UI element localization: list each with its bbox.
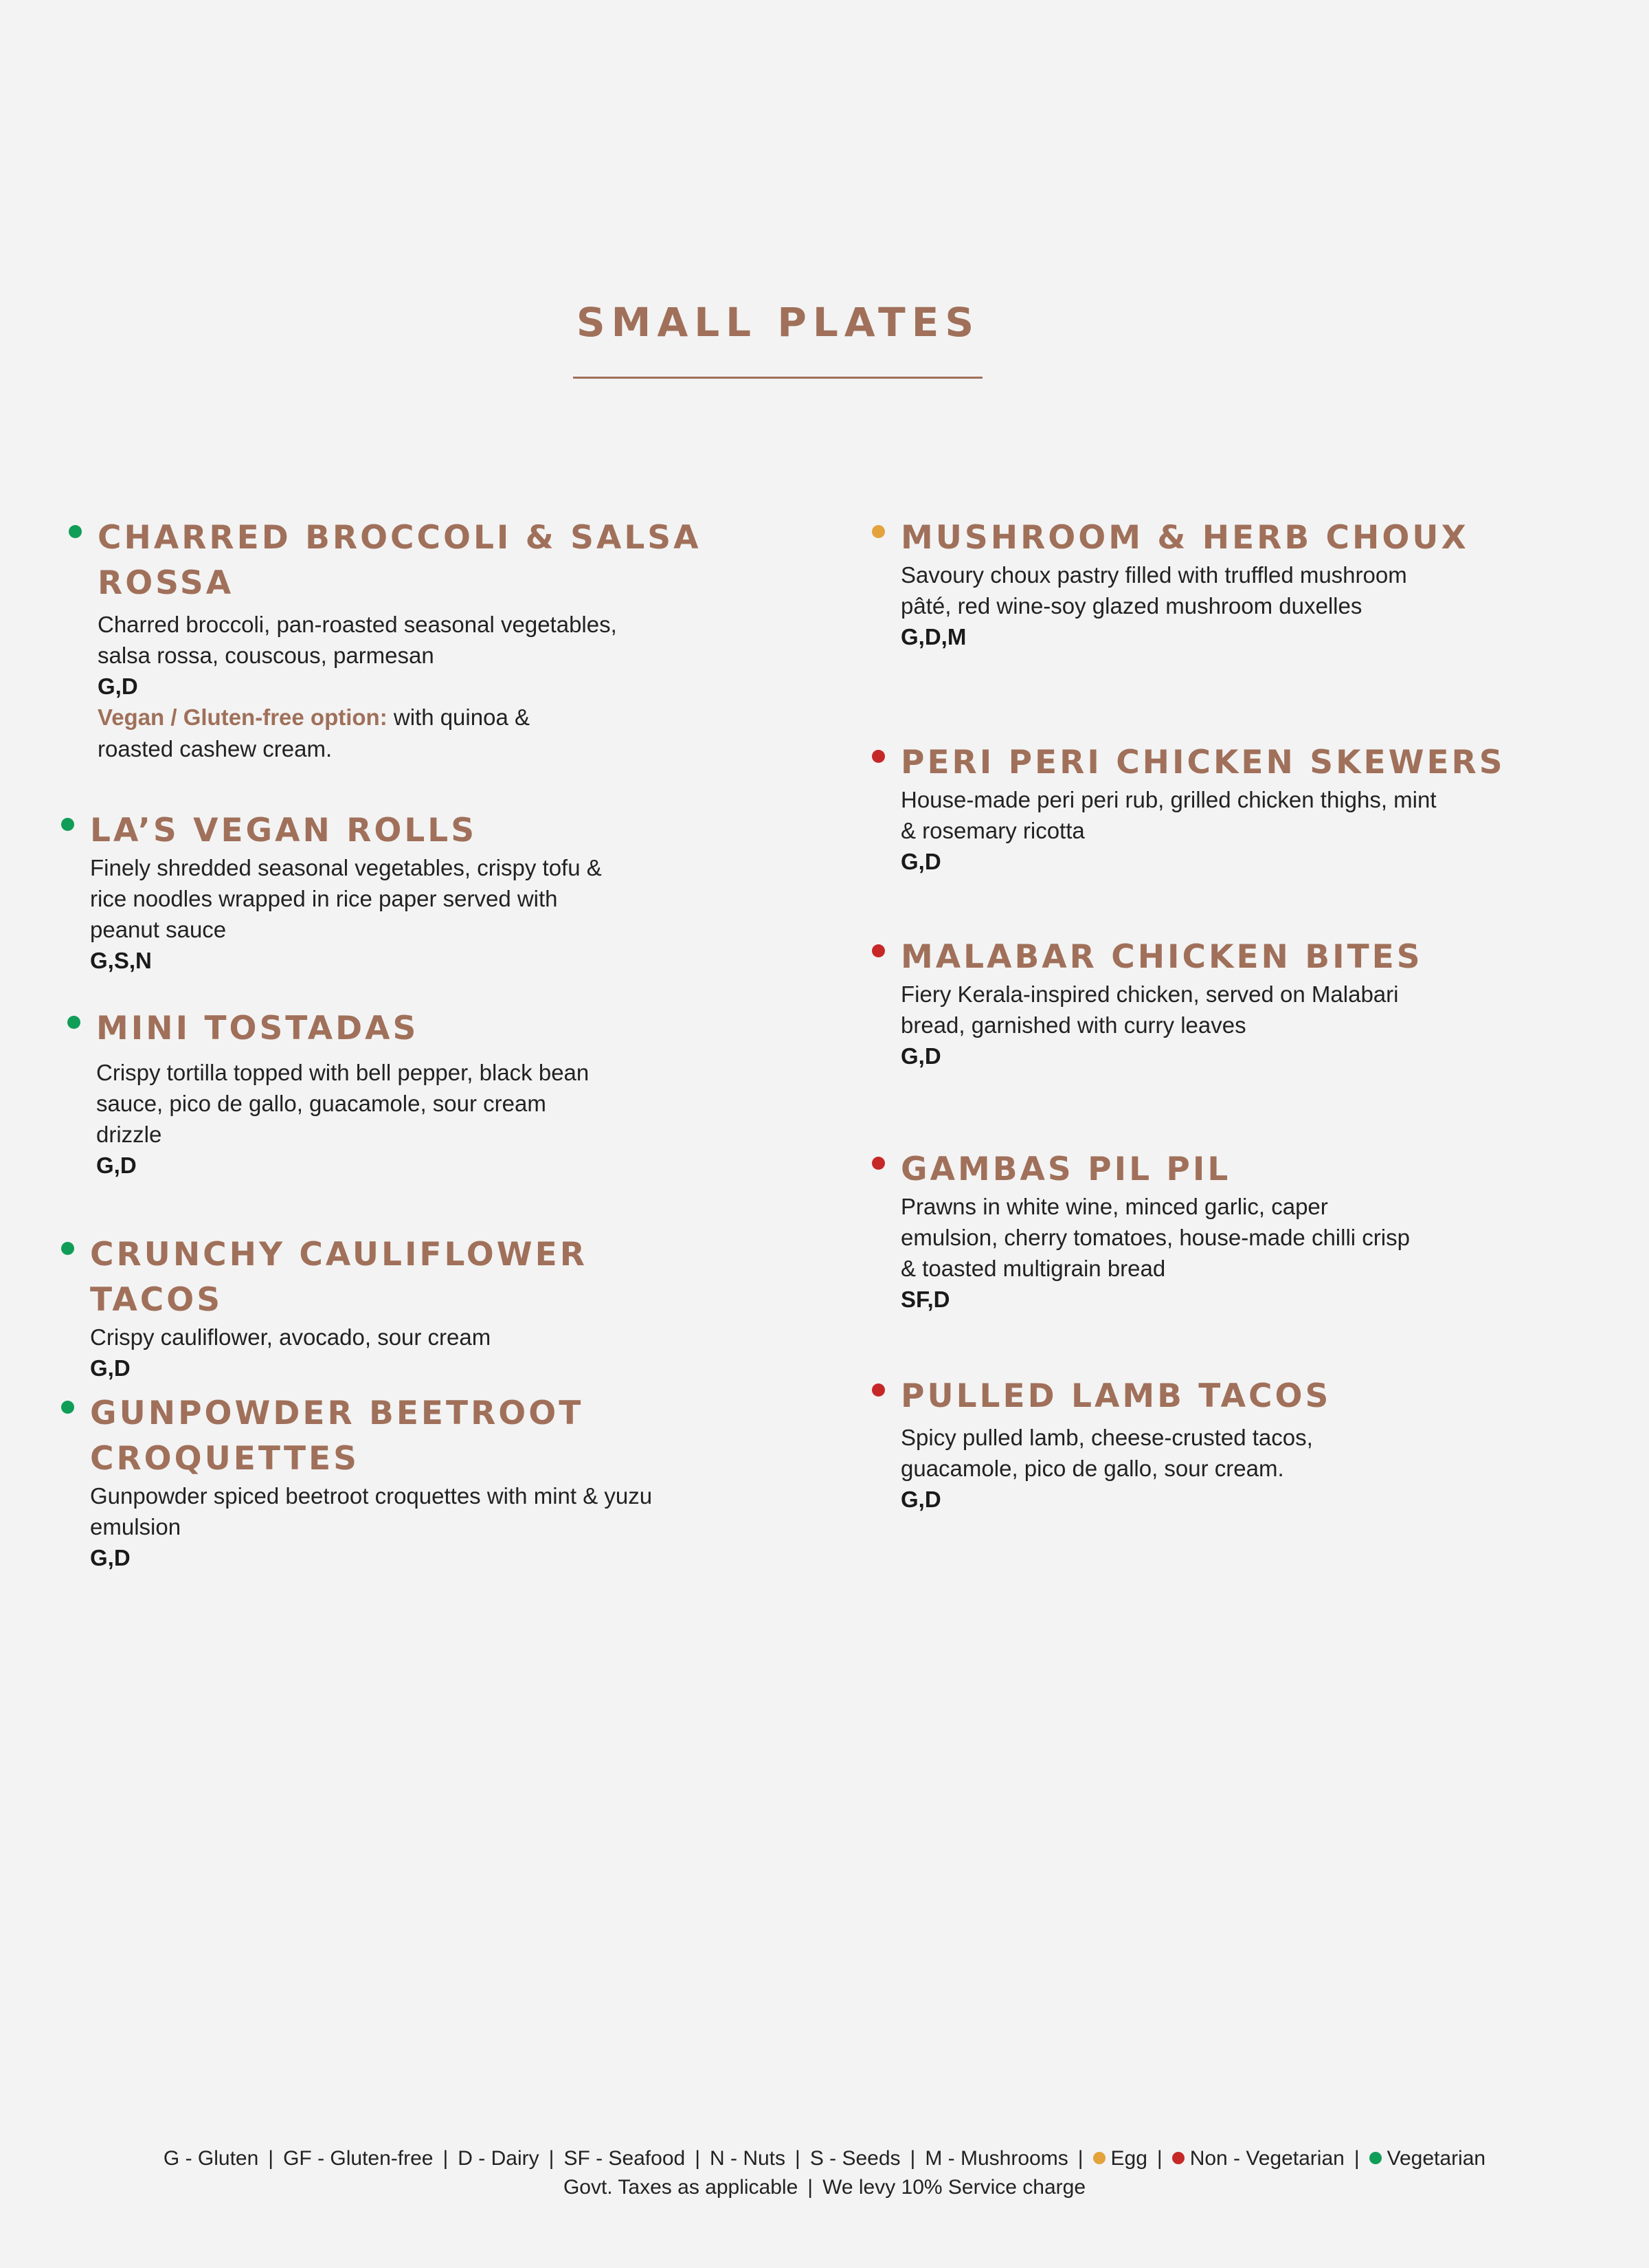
menu-item-pulled-lamb-tacos xyxy=(901,1374,1505,1515)
dish-description: Spicy pulled lamb, cheese-crusted tacos, guacamole, pico de gallo, sour cream. xyxy=(901,1425,1313,1481)
menu-item-malabar-chicken xyxy=(901,935,1505,1071)
allergen-tags: G,D xyxy=(901,1487,941,1512)
legend-seafood: SF - Seafood xyxy=(563,2147,686,2170)
allergen-tags: G,D,M xyxy=(901,624,967,649)
legend-separator: | xyxy=(1077,2147,1084,2170)
legend-non-veg: Non - Vegetarian xyxy=(1189,2147,1345,2170)
legend-nuts: N - Nuts xyxy=(710,2147,786,2170)
dish-description: Crispy cauliflower, avocado, sour cream xyxy=(90,1324,491,1350)
dish-description: Prawns in white wine, minced garlic, caper emulsion, cherry tomatoes, house-made chilli crisp & toasted multigrain bread xyxy=(901,1194,1410,1281)
non-vegetarian-dot-icon xyxy=(1172,2152,1185,2164)
footer xyxy=(0,2144,1649,2202)
option-label: Vegan / Gluten-free option: xyxy=(98,704,388,730)
vegetarian-dot-icon xyxy=(67,1016,80,1029)
dish-name: MUSHROOM & HERB CHOUX xyxy=(901,519,1469,557)
dish-name: CHARRED BROCCOLI & SALSA ROSSA xyxy=(98,519,702,602)
dish-description: Crispy tortilla topped with bell pepper, black bean sauce, pico de gallo, guacamole, sour cream drizzle xyxy=(96,1060,590,1147)
menu-item-mushroom-choux xyxy=(901,515,1505,652)
legend-gluten-free: GF - Gluten-free xyxy=(283,2147,434,2170)
allergen-tags: G,D xyxy=(901,849,941,874)
taxes-note: Govt. Taxes as applicable xyxy=(563,2176,798,2199)
dish-description: Finely shredded seasonal vegetables, crispy tofu & rice noodles wrapped in rice paper served with peanut sauce xyxy=(90,855,602,942)
vegetarian-dot-icon xyxy=(1369,2152,1382,2164)
legend-separator: | xyxy=(795,2147,800,2170)
legend-veg: Vegetarian xyxy=(1387,2147,1486,2170)
vegetarian-dot-icon xyxy=(61,1242,74,1255)
allergen-tags: G,D xyxy=(901,1043,941,1069)
legend-seeds: S - Seeds xyxy=(809,2147,901,2170)
vegetarian-dot-icon xyxy=(61,818,74,831)
title-underline xyxy=(573,377,983,379)
dish-name: GAMBAS PIL PIL xyxy=(901,1150,1231,1188)
allergen-legend xyxy=(0,2144,1649,2173)
allergen-tags: G,D xyxy=(90,1355,131,1381)
non-vegetarian-dot-icon xyxy=(872,944,885,957)
dish-name: CRUNCHY CAULIFLOWER TACOS xyxy=(90,1236,587,1319)
menu-item-vegan-rolls xyxy=(90,808,695,976)
legend-egg: Egg xyxy=(1110,2147,1147,2170)
allergen-tags: SF,D xyxy=(901,1287,950,1312)
dish-option xyxy=(98,702,592,765)
legend-gluten: G - Gluten xyxy=(163,2147,259,2170)
non-vegetarian-dot-icon xyxy=(872,1383,885,1397)
legend-separator: | xyxy=(548,2147,554,2170)
non-vegetarian-dot-icon xyxy=(872,750,885,763)
allergen-tags: G,D xyxy=(98,674,138,699)
menu-item-beetroot-croquettes xyxy=(90,1391,695,1573)
footer-note xyxy=(0,2173,1649,2202)
legend-separator: | xyxy=(1354,2147,1360,2170)
allergen-tags: G,D xyxy=(96,1153,137,1178)
legend-separator: | xyxy=(1156,2147,1163,2170)
service-charge-note: We levy 10% Service charge xyxy=(822,2176,1086,2199)
menu-item-gambas-pil-pil xyxy=(901,1147,1505,1315)
note-separator: | xyxy=(807,2176,814,2199)
allergen-tags: G,S,N xyxy=(90,948,152,973)
dish-description: Fiery Kerala-inspired chicken, served on Malabari bread, garnished with curry leaves xyxy=(901,981,1399,1038)
dish-name: PERI PERI CHICKEN SKEWERS xyxy=(901,744,1505,781)
egg-dot-icon xyxy=(872,525,885,538)
menu-item-mini-tostadas xyxy=(96,1006,701,1181)
dish-name: MINI TOSTADAS xyxy=(96,1010,419,1047)
allergen-tags: G,D xyxy=(90,1545,131,1570)
non-vegetarian-dot-icon xyxy=(872,1157,885,1170)
option-text: with quinoa & roasted cashew cream. xyxy=(98,704,530,761)
vegetarian-dot-icon xyxy=(61,1401,74,1414)
dish-description: Gunpowder spiced beetroot croquettes with mint & yuzu emulsion xyxy=(90,1483,653,1539)
legend-dairy: D - Dairy xyxy=(458,2147,539,2170)
menu-item-charred-broccoli xyxy=(98,515,702,765)
legend-separator: | xyxy=(442,2147,449,2170)
vegetarian-dot-icon xyxy=(69,525,82,538)
menu-item-peri-peri-chicken xyxy=(901,740,1505,877)
page-title: SMALL PLATES xyxy=(576,299,980,346)
legend-mushrooms: M - Mushrooms xyxy=(925,2147,1068,2170)
legend-separator: | xyxy=(910,2147,916,2170)
legend-separator: | xyxy=(695,2147,700,2170)
dish-description: Savoury choux pastry filled with truffled mushroom pâté, red wine-soy glazed mushroom duxelles xyxy=(901,562,1407,619)
dish-name: GUNPOWDER BEETROOT CROQUETTES xyxy=(90,1394,584,1478)
dish-name: PULLED LAMB TACOS xyxy=(901,1377,1332,1415)
dish-name: MALABAR CHICKEN BITES xyxy=(901,938,1423,976)
dish-name: LA’S VEGAN ROLLS xyxy=(90,812,478,849)
dish-description: House-made peri peri rub, grilled chicken thighs, mint & rosemary ricotta xyxy=(901,787,1437,843)
menu-item-cauliflower-tacos xyxy=(90,1232,708,1383)
egg-dot-icon xyxy=(1093,2152,1106,2164)
dish-description: Charred broccoli, pan-roasted seasonal vegetables, salsa rossa, couscous, parmesan xyxy=(98,612,617,668)
legend-separator: | xyxy=(268,2147,274,2170)
